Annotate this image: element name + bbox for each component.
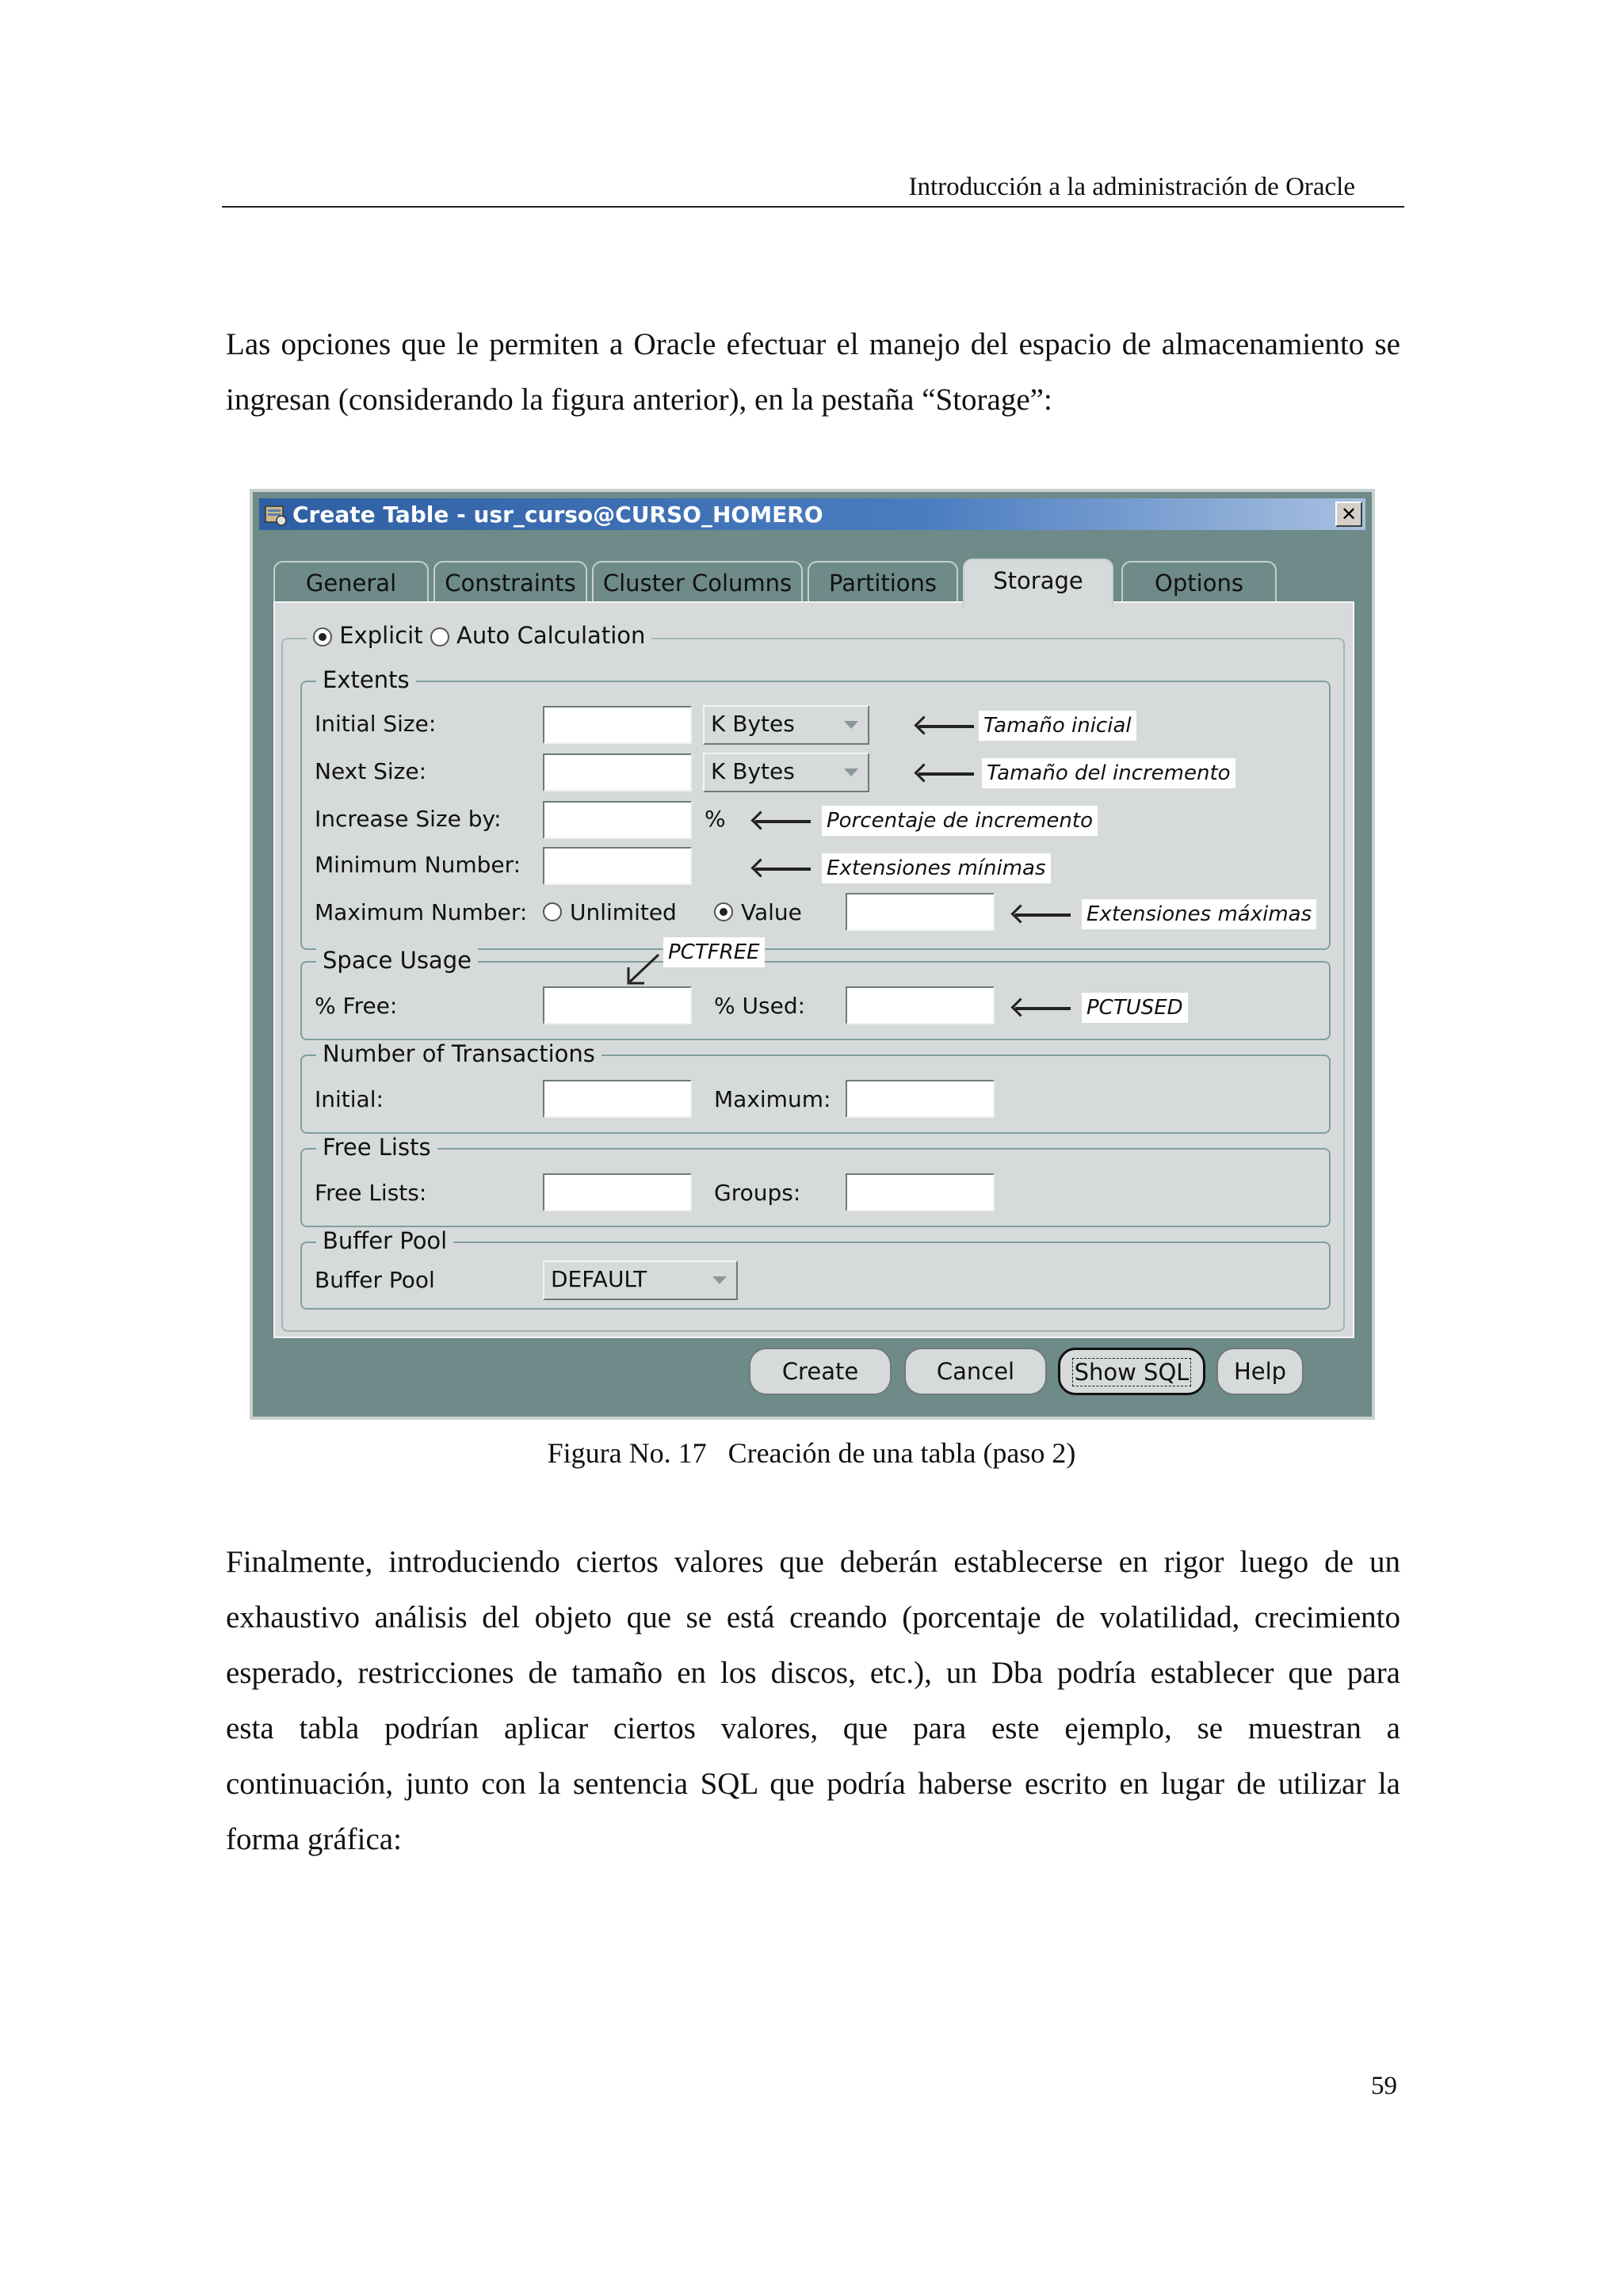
tab-general[interactable]: General — [273, 561, 429, 604]
annotation-increase: Porcentaje de incremento — [822, 806, 1098, 836]
buffer-pool-value: DEFAULT — [551, 1266, 647, 1292]
initial-size-unit-value: K Bytes — [711, 711, 795, 737]
closing-line: Finalmente, introduciendo ciertos valores que deberán establecerse en rigor luego de un — [226, 1545, 1400, 1579]
intro-line: ingresan (considerando la figura anterior), en la pestaña “Storage”: — [226, 383, 1052, 417]
arrow-left-icon — [1015, 913, 1071, 917]
buffer-pool-title: Buffer Pool — [316, 1227, 453, 1254]
explicit-radio[interactable] — [313, 627, 332, 646]
tab-constraints[interactable]: Constraints — [433, 561, 587, 604]
arrow-left-icon — [755, 820, 811, 823]
maximum-transactions-input[interactable] — [846, 1080, 995, 1118]
explicit-label: Explicit — [339, 622, 423, 649]
dialog-title-bar[interactable] — [259, 498, 1365, 530]
transactions-title: Number of Transactions — [316, 1040, 601, 1067]
chevron-down-icon — [844, 769, 858, 776]
closing-line: esta tabla podrían aplicar ciertos valores, que para este ejemplo, se muestran a — [226, 1711, 1400, 1745]
annotation-next-size: Tamaño del incremento — [982, 758, 1235, 788]
tab-options[interactable]: Options — [1121, 561, 1277, 604]
create-button[interactable]: Create — [749, 1348, 892, 1395]
annotation-maximum: Extensiones máximas — [1082, 899, 1316, 929]
show-sql-label: Show SQL — [1072, 1358, 1192, 1386]
annotation-pctused: PCTUSED — [1082, 993, 1188, 1023]
show-sql-button[interactable] — [1058, 1348, 1205, 1395]
tab-cluster-columns[interactable]: Cluster Columns — [592, 561, 803, 604]
help-button[interactable]: Help — [1216, 1348, 1304, 1395]
groups-label: Groups: — [714, 1180, 801, 1206]
create-table-dialog — [250, 489, 1375, 1420]
close-icon[interactable]: ✕ — [1335, 502, 1362, 527]
annotation-initial-size: Tamaño inicial — [979, 711, 1136, 741]
space-usage-title: Space Usage — [316, 947, 478, 974]
next-size-input[interactable] — [543, 753, 692, 791]
buffer-pool-label: Buffer Pool — [315, 1267, 435, 1293]
cancel-button[interactable]: Cancel — [904, 1348, 1047, 1395]
page-number: 59 — [1371, 2072, 1397, 2100]
maximum-number-label: Maximum Number: — [315, 899, 528, 925]
running-header — [222, 166, 1404, 208]
mode-selector — [307, 622, 651, 649]
arrow-down-left-icon — [624, 952, 662, 986]
initial-size-unit-select[interactable] — [703, 705, 869, 745]
pct-free-input[interactable] — [543, 986, 692, 1024]
free-lists-title: Free Lists — [316, 1134, 437, 1161]
free-lists-group — [300, 1148, 1331, 1227]
chevron-down-icon — [844, 721, 858, 729]
unlimited-label: Unlimited — [570, 899, 677, 925]
arrow-left-icon — [755, 868, 811, 871]
unlimited-radio[interactable] — [543, 902, 562, 921]
closing-line: continuación, junto con la sentencia SQL que podría haberse escrito en lugar de utilizar la — [226, 1767, 1400, 1801]
minimum-number-input[interactable] — [543, 847, 692, 885]
next-size-unit-value: K Bytes — [711, 758, 795, 784]
pct-used-input[interactable] — [846, 986, 995, 1024]
intro-line: Las opciones que le permiten a Oracle efectuar el manejo del espacio de almacenamiento se — [226, 327, 1400, 361]
buffer-pool-group — [300, 1241, 1331, 1310]
pct-free-label: % Free: — [315, 993, 398, 1019]
maximum-number-input[interactable] — [846, 893, 995, 931]
chevron-down-icon — [712, 1276, 727, 1284]
annotation-minimum: Extensiones mínimas — [822, 853, 1051, 883]
value-label: Value — [741, 899, 802, 925]
initial-size-label: Initial Size: — [315, 711, 437, 737]
groups-input[interactable] — [846, 1173, 995, 1211]
closing-paragraph — [226, 1535, 1400, 1867]
auto-calculation-radio[interactable] — [430, 627, 449, 646]
tab-partitions[interactable]: Partitions — [808, 561, 958, 604]
extents-title: Extents — [316, 666, 416, 693]
free-lists-input[interactable] — [543, 1173, 692, 1211]
closing-line: exhaustivo análisis del objeto que se está creando (porcentaje de volatilidad, crecimiento — [226, 1600, 1400, 1634]
closing-line: forma gráfica: — [226, 1822, 402, 1856]
arrow-left-icon — [918, 772, 974, 776]
annotation-pctfree: PCTFREE — [663, 937, 765, 967]
increase-size-input[interactable] — [543, 801, 692, 839]
dialog-title: Create Table - usr_curso@CURSO_HOMERO — [292, 502, 823, 528]
intro-paragraph — [226, 317, 1400, 428]
initial-transactions-input[interactable] — [543, 1080, 692, 1118]
auto-calculation-label: Auto Calculation — [456, 622, 646, 649]
initial-transactions-label: Initial: — [315, 1086, 384, 1112]
buffer-pool-select[interactable] — [543, 1261, 738, 1300]
value-radio[interactable] — [714, 902, 733, 921]
next-size-unit-select[interactable] — [703, 753, 869, 792]
arrow-left-icon — [1015, 1007, 1071, 1010]
pct-used-label: % Used: — [714, 993, 806, 1019]
free-lists-label: Free Lists: — [315, 1180, 427, 1206]
tab-storage[interactable]: Storage — [963, 559, 1113, 608]
storage-panel — [273, 601, 1354, 1338]
initial-size-input[interactable] — [543, 706, 692, 744]
figure-caption: Figura No. 17 Creación de una tabla (paso 2) — [547, 1437, 1076, 1469]
running-title: Introducción a la administración de Oracle — [908, 173, 1355, 201]
minimum-number-label: Minimum Number: — [315, 852, 521, 878]
next-size-label: Next Size: — [315, 758, 427, 784]
arrow-left-icon — [918, 725, 974, 728]
maximum-transactions-label: Maximum: — [714, 1086, 831, 1112]
increase-size-label: Increase Size by: — [315, 806, 502, 832]
percent-sign: % — [705, 806, 726, 832]
closing-line: esperado, restricciones de tamaño en los discos, etc.), un Dba podría establecer que para — [226, 1656, 1400, 1690]
oracle-app-icon — [264, 503, 288, 527]
